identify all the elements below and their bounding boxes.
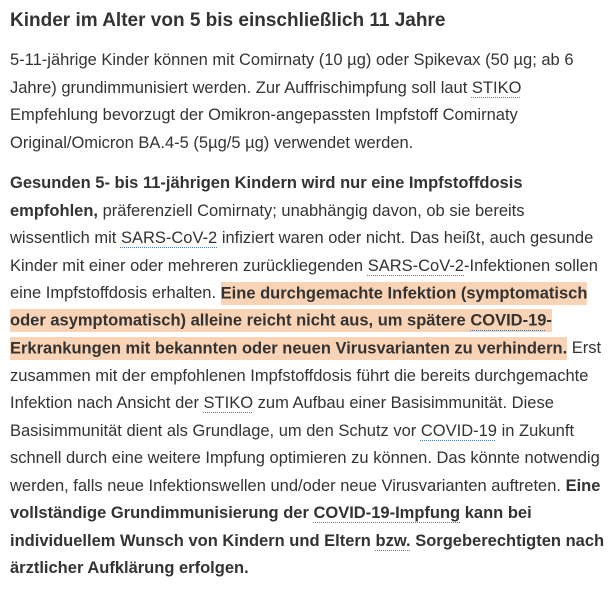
glossary-term[interactable]: COVID-19 xyxy=(420,421,497,440)
glossary-term[interactable]: SARS-CoV-2 xyxy=(120,229,218,247)
section-heading: Kinder im Alter von 5 bis einschließlich 11 Jahre xyxy=(10,10,446,31)
text-segment: 5-11-jährige Kinder können mit Comirnaty (10 µg) oder Spikevax (50 µg; ab 6 Jahre) grundimmunisiert werden. Zur Auffrischimpfung soll laut xyxy=(10,51,574,97)
text-segment: Empfehlung bevorzugt der Omikron-angepassten Impfstoff Comirnaty Original/Omicron BA.4-5 (5µg/5 µg) verwendet werden. xyxy=(10,106,518,152)
text-segment: Sorgeberechtigten nach ärztlicher Aufklärung erfolgen. xyxy=(10,531,605,577)
text-segment: Gesunden 5- bis 11-jährigen Kindern wird nur eine Impfstoffdosis empfohlen, xyxy=(10,174,523,220)
text-segment: -Erkrankungen mit bekannten oder neuen Virusvarianten zu verhindern. xyxy=(10,309,567,360)
text-segment: in Zukunft schnell durch eine weitere Impfung optimieren zu können. Das könnte notwendig werden, falls neue Infektionswellen und/oder neue Virusvarianten auftreten. xyxy=(10,421,600,495)
text-segment: Eine vollständige Grundimmunisierung der xyxy=(10,476,601,522)
text-segment: zum Aufbau einer Basisimmunität. Diese Basisimmunität dient als Grundlage, um den Schutz vor xyxy=(10,394,554,440)
paragraph-basic-immunisation xyxy=(10,47,607,157)
glossary-term[interactable]: STIKO xyxy=(203,394,254,412)
text-segment: Eine durchgemachte Infektion (symptomatisch oder asymptomatisch) alleine reicht nicht aus, um spätere xyxy=(10,282,587,333)
paragraph-dose-recommendation xyxy=(10,170,607,583)
text-segment: -Infektionen sollen eine Impfstoffdosis erhalten. xyxy=(10,256,598,302)
glossary-term[interactable]: COVID-19 xyxy=(470,309,546,332)
glossary-term[interactable]: STIKO xyxy=(471,78,522,97)
glossary-term[interactable]: SARS-CoV-2 xyxy=(367,256,464,275)
glossary-term[interactable]: bzw. xyxy=(375,531,411,550)
text-segment: präferenziell Comirnaty; unabhängig davon, ob sie bereits wissentlich mit xyxy=(10,201,525,247)
text-segment: infiziert waren oder nicht. Das heißt, auch gesunde Kinder mit einer oder mehreren zurückliegenden xyxy=(10,229,594,275)
text-segment: Erst zusammen mit der empfohlenen Impfstoffdosis führt die bereits durchgemachte Infektion nach Ansicht der xyxy=(10,339,602,412)
text-segment: kann bei individuellem Wunsch von Kindern und Eltern xyxy=(10,504,532,550)
glossary-term[interactable]: COVID-19-Impfung xyxy=(313,504,461,522)
